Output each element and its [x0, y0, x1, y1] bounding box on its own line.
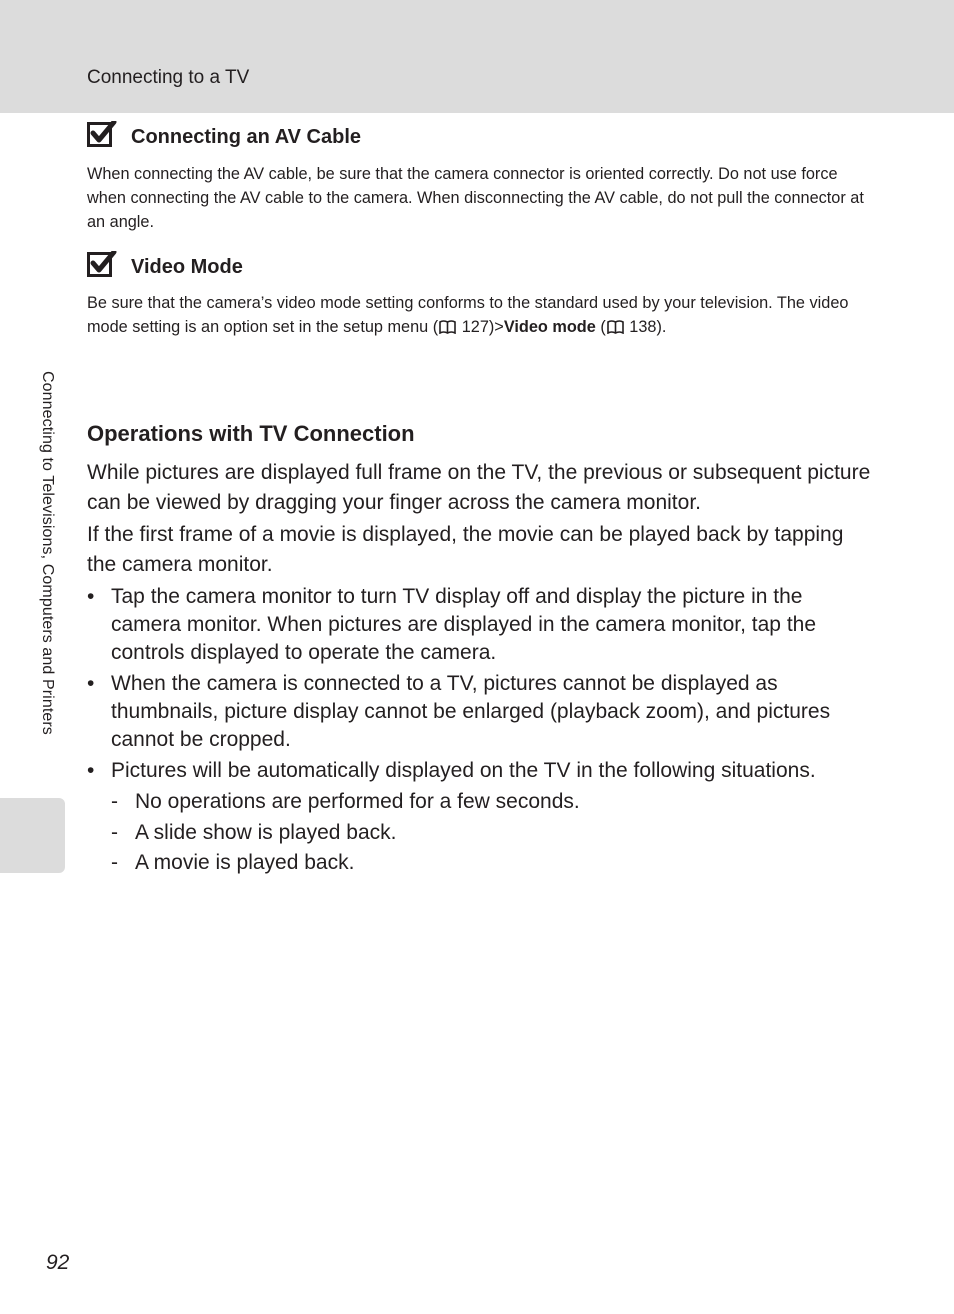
sub-item-text: A movie is played back.	[135, 851, 355, 874]
note-title: Video Mode	[131, 256, 243, 278]
note-text: (	[595, 318, 606, 336]
sub-list-item	[111, 819, 871, 847]
note-text: )>	[488, 318, 504, 336]
menu-option-name: Video mode	[503, 318, 596, 336]
note-body-video-mode	[87, 291, 872, 339]
bullet-text: When the camera is connected to a TV, pictures cannot be displayed as thumbnails, picture display cannot be enlarged (playback zoom), and pictures cannot be cropped.	[111, 672, 831, 751]
bullet-marker: •	[87, 759, 95, 782]
note-body-av-cable: When connecting the AV cable, be sure that the camera connector is oriented correctly. Do not use force when connecting the AV cable to the camera. When disconnecting the AV cable, do not pull the connector at an angle.	[87, 165, 864, 231]
book-reference-icon	[607, 320, 624, 334]
section-title: Operations with TV Connection	[87, 421, 415, 446]
sub-item-text: No operations are performed for a few seconds.	[135, 790, 580, 813]
page-header-title: Connecting to a TV	[87, 67, 250, 88]
sub-marker: -	[111, 821, 118, 844]
sub-marker: -	[111, 851, 118, 874]
paragraph: If the first frame of a movie is displayed, the movie can be played back by tapping the camera monitor.	[87, 523, 844, 576]
note-text: Be sure that the camera’s video mode setting conforms to the standard used by your television. The video mode setting is an option set in the setup menu (	[87, 294, 849, 336]
check-mark-icon	[87, 121, 117, 147]
sub-list-item	[111, 849, 871, 877]
header-band	[0, 0, 954, 113]
bullet-marker: •	[87, 672, 95, 695]
page-ref-link[interactable]: 127	[461, 318, 489, 336]
chapter-tab	[0, 798, 65, 873]
bullet-item	[87, 583, 877, 667]
note-text: ).	[656, 318, 667, 336]
book-reference-icon	[439, 320, 456, 334]
bullet-text: Pictures will be automatically displayed on the TV in the following situations.	[111, 759, 816, 782]
chapter-tab-label: Connecting to Televisions, Computers and Printers	[39, 371, 56, 735]
page-ref-link[interactable]: 138	[629, 318, 657, 336]
paragraph: While pictures are displayed full frame on the TV, the previous or subsequent picture can be viewed by dragging your finger across the camera monitor.	[87, 461, 871, 514]
bullet-marker: •	[87, 585, 95, 608]
bullet-item	[87, 757, 877, 785]
sub-marker: -	[111, 790, 118, 813]
note-heading-av-cable	[87, 121, 361, 149]
note-heading-video-mode	[87, 251, 243, 279]
page-number: 92	[46, 1251, 70, 1274]
sub-list-item	[111, 788, 871, 816]
check-mark-icon	[87, 251, 117, 277]
note-title: Connecting an AV Cable	[131, 126, 362, 148]
sub-item-text: A slide show is played back.	[135, 821, 397, 844]
bullet-text: Tap the camera monitor to turn TV display off and display the picture in the camera monitor. When pictures are displayed in the camera monitor, tap the controls displayed to operate the camera.	[111, 585, 817, 664]
bullet-item	[87, 670, 877, 754]
